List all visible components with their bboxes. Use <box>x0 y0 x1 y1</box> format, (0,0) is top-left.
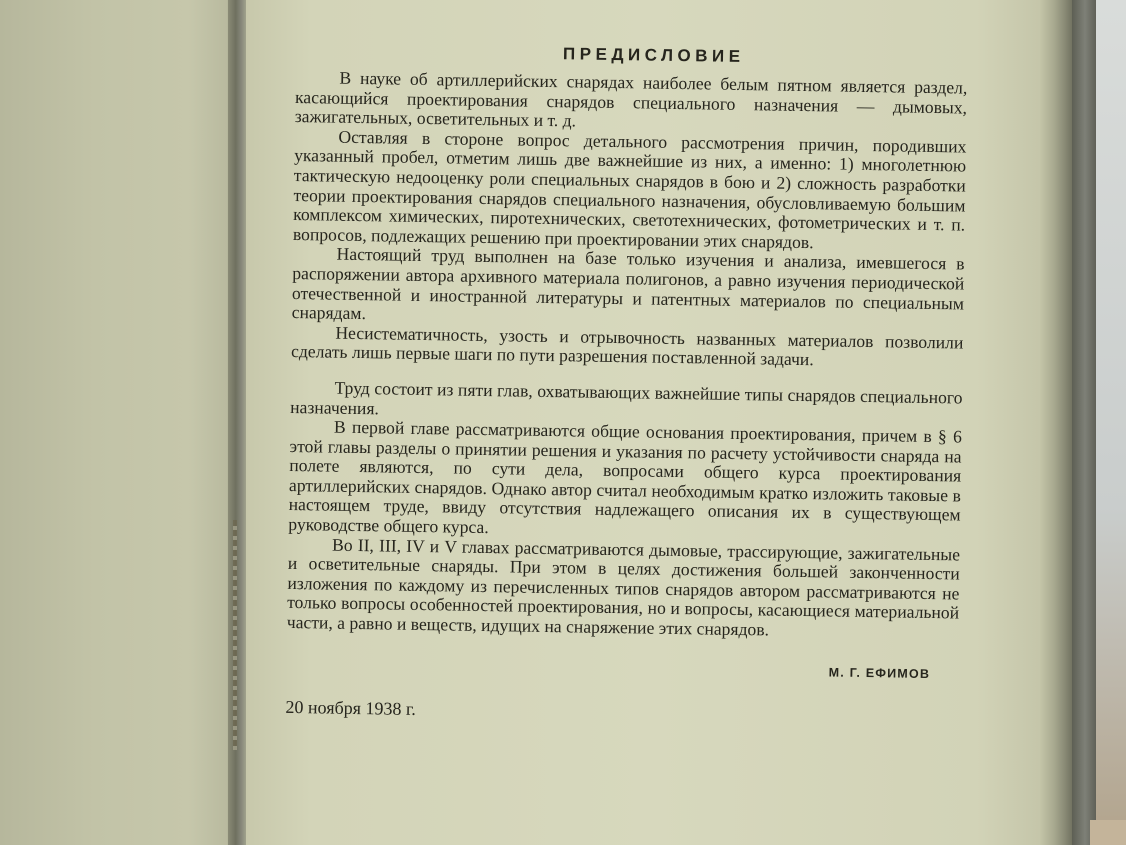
paragraph-5: Труд состоит из пяти глав, охватывающих важнейшие типы снарядов специального назначения. <box>290 377 963 418</box>
left-page <box>0 0 236 845</box>
page-title: ПРЕДИСЛОВИЕ <box>562 44 745 67</box>
document-date: 20 ноября 1938 г. <box>285 696 417 719</box>
paragraph-2: Оставляя в стороне вопрос детального рассмотрения причин, породивших указанный пробел, отметим лишь две важнейшие из них, а именно: 1) многолетнюю тактическую недооценку роли специальных снарядов в бою и 2) сложность разработки теории проектирования снарядов специального назначения, обусловливаемую большим комплексом химических, пиротехнических, светотехнических, фотометрических и т. п. вопросов, подлежащих решению при проектировании этих снарядов. <box>292 126 967 252</box>
paragraph-3: Настоящий труд выполнен на базе только изучения и анализа, имевшегося в распоряжении автора архивного материала полигонов, а равно изучения периодической отечественной и иностранной литературы и патентных материалов по специальным снарядам. <box>291 244 965 324</box>
paragraph-7: Во II, III, IV и V главах рассматриваются дымовые, трассирующие, зажигательные и осветительные снаряды. При этом в целях достижения большей законченности изложения по каждому из перечисленных типов снарядов автором рассматриваются не только вопросы особенностей проектирования, но и вопросы, касающиеся материальной части, а равно и веществ, идущих на снаряжение этих снарядов. <box>286 534 961 640</box>
table-strip <box>1090 820 1126 845</box>
author-signature: М. Г. ЕФИМОВ <box>828 665 931 681</box>
book-cover-edge <box>1072 0 1098 845</box>
table-background <box>1096 0 1126 845</box>
paragraph-4: Несистематичность, узость и отрывочность названных материалов позволили сделать лишь первые шаги по пути разрешения поставленной задачи. <box>290 322 964 370</box>
preface-text-block <box>285 40 968 728</box>
binding-stitches <box>233 520 237 750</box>
page-edges <box>1040 0 1074 845</box>
paragraph-6: В первой главе рассматриваются общие основания проектирования, причем в § 6 этой главы разделы о принятии решения и указания по расчету устойчивости снаряда на полете являются, по сути дела, вопросами общего курса проектирования артиллерийских снарядов. Однако автор считал необходимым кратко изложить таковые в настоящем труде, ввиду отсутствия надлежащего описания их в существующем руководстве общего курса. <box>288 416 963 538</box>
paragraph-1: В науке об артиллерийских снарядах наиболее белым пятном является раздел, касающийся проектирования снарядов специального назначения — дымовых, зажигательных, осветительных и т. д. <box>294 67 968 131</box>
